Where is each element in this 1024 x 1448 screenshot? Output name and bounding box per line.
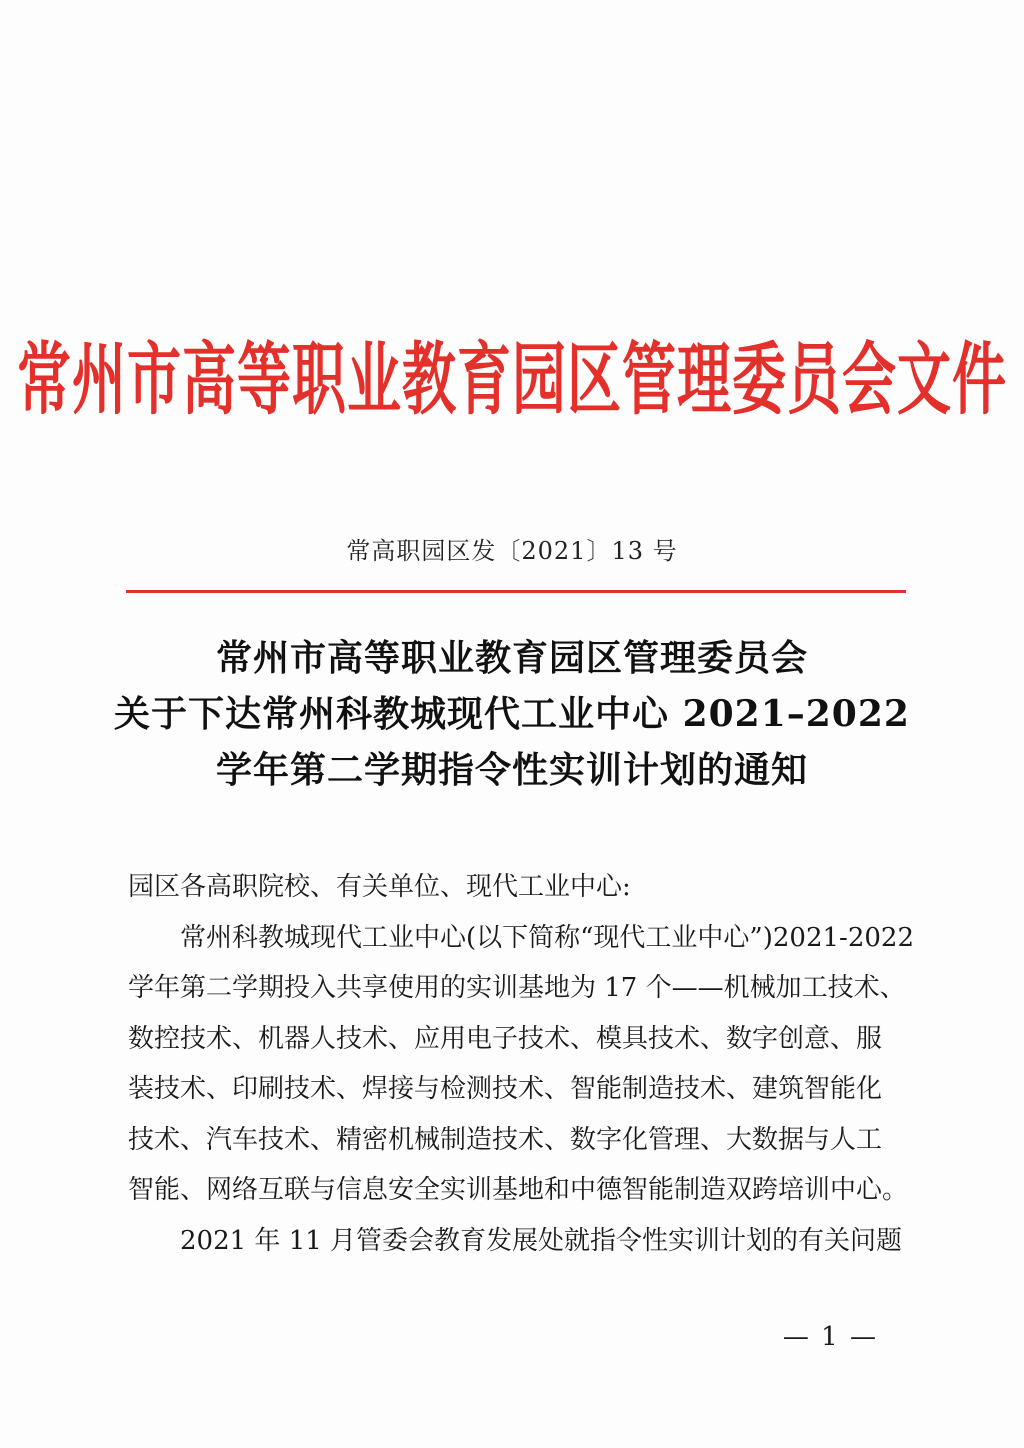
body-line-4: 装技术、印刷技术、焊接与检测技术、智能制造技术、建筑智能化 bbox=[128, 1074, 883, 1104]
body-text bbox=[128, 862, 914, 1266]
addressee: 园区各高职院校、有关单位、现代工业中心: bbox=[128, 872, 631, 902]
red-header-title: 常州市高等职业教育园区管理委员会文件 bbox=[17, 332, 1007, 426]
page-number: — 1 — bbox=[782, 1322, 878, 1352]
body-line-6: 智能、网络互联与信息安全实训基地和中德智能制造双跨培训中心。 bbox=[128, 1175, 909, 1205]
body-line-2: 学年第二学期投入共享使用的实训基地为 17 个——机械加工技术、 bbox=[128, 973, 906, 1003]
notice-title-line-3: 学年第二学期指令性实训计划的通知 bbox=[215, 749, 808, 791]
body-line-3: 数控技术、机器人技术、应用电子技术、模具技术、数字创意、服 bbox=[128, 1023, 883, 1054]
body-line-1: 常州科教城现代工业中心(以下简称“现代工业中心”)2021-2022 bbox=[180, 922, 914, 953]
document-number: 常高职园区发〔2021〕13 号 bbox=[346, 537, 678, 565]
notice-title bbox=[100, 630, 924, 798]
notice-title-line-1: 常州市高等职业教育园区管理委员会 bbox=[215, 637, 808, 679]
body-line-7: 2021 年 11 月管委会教育发展处就指令性实训计划的有关问题 bbox=[180, 1225, 903, 1256]
body-line-5: 技术、汽车技术、精密机械制造技术、数字化管理、大数据与人工 bbox=[128, 1124, 883, 1155]
notice-title-line-2: 关于下达常州科教城现代工业中心 2021–2022 bbox=[114, 693, 910, 735]
red-divider-line bbox=[126, 590, 906, 593]
